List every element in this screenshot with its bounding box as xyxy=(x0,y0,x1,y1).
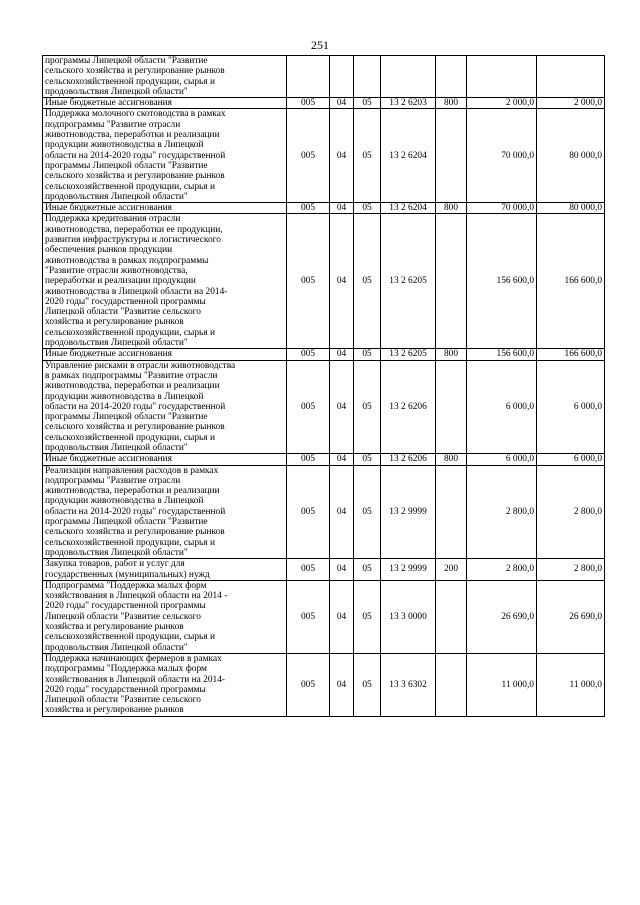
amount-2015-cell: 70 000,0 xyxy=(467,203,537,214)
expense-name-cell: Иные бюджетные ассигнования xyxy=(43,454,287,465)
subsection-code-cell: 05 xyxy=(354,98,381,109)
subsection-code-cell: 05 xyxy=(354,454,381,465)
subsection-code-cell xyxy=(354,56,381,98)
amount-2016-cell: 166 600,0 xyxy=(537,214,605,349)
budget-table-body xyxy=(43,56,605,717)
target-article-cell: 13 2 6206 xyxy=(381,360,436,454)
amount-2015-cell: 2 000,0 xyxy=(467,98,537,109)
table-row xyxy=(43,109,605,203)
amount-2015-cell: 70 000,0 xyxy=(467,109,537,203)
subsection-code-cell: 05 xyxy=(354,109,381,203)
section-code-cell: 04 xyxy=(330,109,354,203)
target-article-cell: 13 2 6204 xyxy=(381,109,436,203)
section-code-cell: 04 xyxy=(330,454,354,465)
admin-code-cell: 005 xyxy=(287,349,330,360)
table-row xyxy=(43,203,605,214)
amount-2015-cell: 11 000,0 xyxy=(467,653,537,716)
table-row xyxy=(43,559,605,581)
admin-code-cell: 005 xyxy=(287,580,330,653)
subsection-code-cell: 05 xyxy=(354,653,381,716)
amount-2015-cell: 26 690,0 xyxy=(467,580,537,653)
expense-name-cell: программы Липецкой области "Развитие сельского хозяйства и регулирование рынков сельскохозяйственной продукции, сырья и продовольствия Липецкой области" xyxy=(43,56,287,98)
amount-2015-cell: 2 800,0 xyxy=(467,465,537,559)
admin-code-cell: 005 xyxy=(287,98,330,109)
subsection-code-cell: 05 xyxy=(354,349,381,360)
subsection-code-cell: 05 xyxy=(354,559,381,581)
section-code-cell: 04 xyxy=(330,559,354,581)
amount-2015-cell: 156 600,0 xyxy=(467,214,537,349)
amount-2016-cell: 26 690,0 xyxy=(537,580,605,653)
admin-code-cell: 005 xyxy=(287,109,330,203)
table-row xyxy=(43,653,605,716)
section-code-cell: 04 xyxy=(330,360,354,454)
expense-name-cell: Иные бюджетные ассигнования xyxy=(43,98,287,109)
section-code-cell: 04 xyxy=(330,214,354,349)
expense-name-cell: Поддержка начинающих фермеров в рамках подпрограммы "Поддержка малых форм хозяйствования в Липецкой области на 2014- 2020 годы" государственной программы Липецкой области "Развитие сельского хозяйства и регулирование рынков xyxy=(43,653,287,716)
expense-name-cell: Иные бюджетные ассигнования xyxy=(43,349,287,360)
subsection-code-cell: 05 xyxy=(354,203,381,214)
table-row xyxy=(43,56,605,98)
section-code-cell: 04 xyxy=(330,203,354,214)
amount-2015-cell xyxy=(467,56,537,98)
target-article-cell: 13 2 6206 xyxy=(381,454,436,465)
expense-type-cell: 800 xyxy=(436,203,467,214)
target-article-cell xyxy=(381,56,436,98)
table-row xyxy=(43,580,605,653)
expense-type-cell xyxy=(436,580,467,653)
amount-2016-cell: 2 800,0 xyxy=(537,559,605,581)
table-row xyxy=(43,98,605,109)
expense-type-cell xyxy=(436,653,467,716)
section-code-cell: 04 xyxy=(330,653,354,716)
admin-code-cell xyxy=(287,56,330,98)
expense-type-cell xyxy=(436,56,467,98)
target-article-cell: 13 2 6204 xyxy=(381,203,436,214)
subsection-code-cell: 05 xyxy=(354,465,381,559)
expense-name-cell: Закупка товаров, работ и услуг для государственных (муниципальных) нужд xyxy=(43,559,287,581)
admin-code-cell: 005 xyxy=(287,360,330,454)
expense-name-cell: Реализация направления расходов в рамках подпрограммы "Развитие отрасли животноводства, переработки и реализации продукции животноводства в Липецкой области на 2014-2020 годы" государственной программы Липецкой области "Развитие сельского хозяйства и регулирование рынков сельскохозяйственной продукции, сырья и продовольствия Липецкой области" xyxy=(43,465,287,559)
amount-2016-cell: 80 000,0 xyxy=(537,109,605,203)
admin-code-cell: 005 xyxy=(287,214,330,349)
budget-table xyxy=(42,55,605,717)
amount-2015-cell: 6 000,0 xyxy=(467,454,537,465)
target-article-cell: 13 2 6205 xyxy=(381,349,436,360)
admin-code-cell: 005 xyxy=(287,203,330,214)
table-row xyxy=(43,465,605,559)
amount-2016-cell: 2 800,0 xyxy=(537,465,605,559)
target-article-cell: 13 2 9999 xyxy=(381,465,436,559)
table-row xyxy=(43,360,605,454)
amount-2016-cell: 6 000,0 xyxy=(537,454,605,465)
expense-type-cell xyxy=(436,214,467,349)
target-article-cell: 13 3 0000 xyxy=(381,580,436,653)
section-code-cell: 04 xyxy=(330,98,354,109)
admin-code-cell: 005 xyxy=(287,454,330,465)
expense-name-cell: Управление рисками в отрасли животноводства в рамках подпрограммы "Развитие отрасли животноводства, переработки и реализации продукции животноводства в Липецкой области на 2014-2020 годы" государственной программы Липецкой области "Развитие сельского хозяйства и регулирование рынков сельскохозяйственной продукции, сырья и продовольствия Липецкой области" xyxy=(43,360,287,454)
target-article-cell: 13 2 9999 xyxy=(381,559,436,581)
admin-code-cell: 005 xyxy=(287,559,330,581)
amount-2016-cell: 166 600,0 xyxy=(537,349,605,360)
amount-2015-cell: 6 000,0 xyxy=(467,360,537,454)
expense-type-cell xyxy=(436,360,467,454)
expense-type-cell xyxy=(436,465,467,559)
expense-name-cell: Поддержка кредитования отрасли животноводства, переработки ее продукции, развития инфраструктуры и логистического обеспечения рынков продукции животноводства в рамках подпрограммы "Развитие отрасли животноводства, переработки и реализации продукции животноводства в Липецкой области на 2014- 2020 годы" государственной программы Липецкой области "Развитие сельского хозяйства и регулирование рынков сельскохозяйственной продукции, сырья и продовольствия Липецкой области" xyxy=(43,214,287,349)
target-article-cell: 13 2 6203 xyxy=(381,98,436,109)
expense-name-cell: Иные бюджетные ассигнования xyxy=(43,203,287,214)
expense-type-cell xyxy=(436,109,467,203)
amount-2015-cell: 156 600,0 xyxy=(467,349,537,360)
amount-2015-cell: 2 800,0 xyxy=(467,559,537,581)
expense-type-cell: 800 xyxy=(436,349,467,360)
amount-2016-cell xyxy=(537,56,605,98)
amount-2016-cell: 11 000,0 xyxy=(537,653,605,716)
amount-2016-cell: 2 000,0 xyxy=(537,98,605,109)
table-row xyxy=(43,349,605,360)
subsection-code-cell: 05 xyxy=(354,214,381,349)
amount-2016-cell: 80 000,0 xyxy=(537,203,605,214)
table-row xyxy=(43,214,605,349)
target-article-cell: 13 2 6205 xyxy=(381,214,436,349)
admin-code-cell: 005 xyxy=(287,653,330,716)
expense-name-cell: Поддержка молочного скотоводства в рамках подпрограммы "Развитие отрасли животноводства, переработки и реализации продукции животноводства в Липецкой области на 2014-2020 годы" государственной программы Липецкой области "Развитие сельского хозяйства и регулирование рынков сельскохозяйственной продукции, сырья и продовольствия Липецкой области" xyxy=(43,109,287,203)
section-code-cell: 04 xyxy=(330,465,354,559)
amount-2016-cell: 6 000,0 xyxy=(537,360,605,454)
section-code-cell: 04 xyxy=(330,580,354,653)
expense-type-cell: 200 xyxy=(436,559,467,581)
admin-code-cell: 005 xyxy=(287,465,330,559)
page-number: 251 xyxy=(311,38,329,52)
expense-name-cell: Подпрограмма "Поддержка малых форм хозяйствования в Липецкой области на 2014 - 2020 годы" государственной программы Липецкой области "Развитие сельского хозяйства и регулирование рынков сельскохозяйственной продукции, сырья и продовольствия Липецкой области" xyxy=(43,580,287,653)
target-article-cell: 13 3 6302 xyxy=(381,653,436,716)
subsection-code-cell: 05 xyxy=(354,360,381,454)
section-code-cell xyxy=(330,56,354,98)
table-row xyxy=(43,454,605,465)
expense-type-cell: 800 xyxy=(436,454,467,465)
section-code-cell: 04 xyxy=(330,349,354,360)
expense-type-cell: 800 xyxy=(436,98,467,109)
subsection-code-cell: 05 xyxy=(354,580,381,653)
